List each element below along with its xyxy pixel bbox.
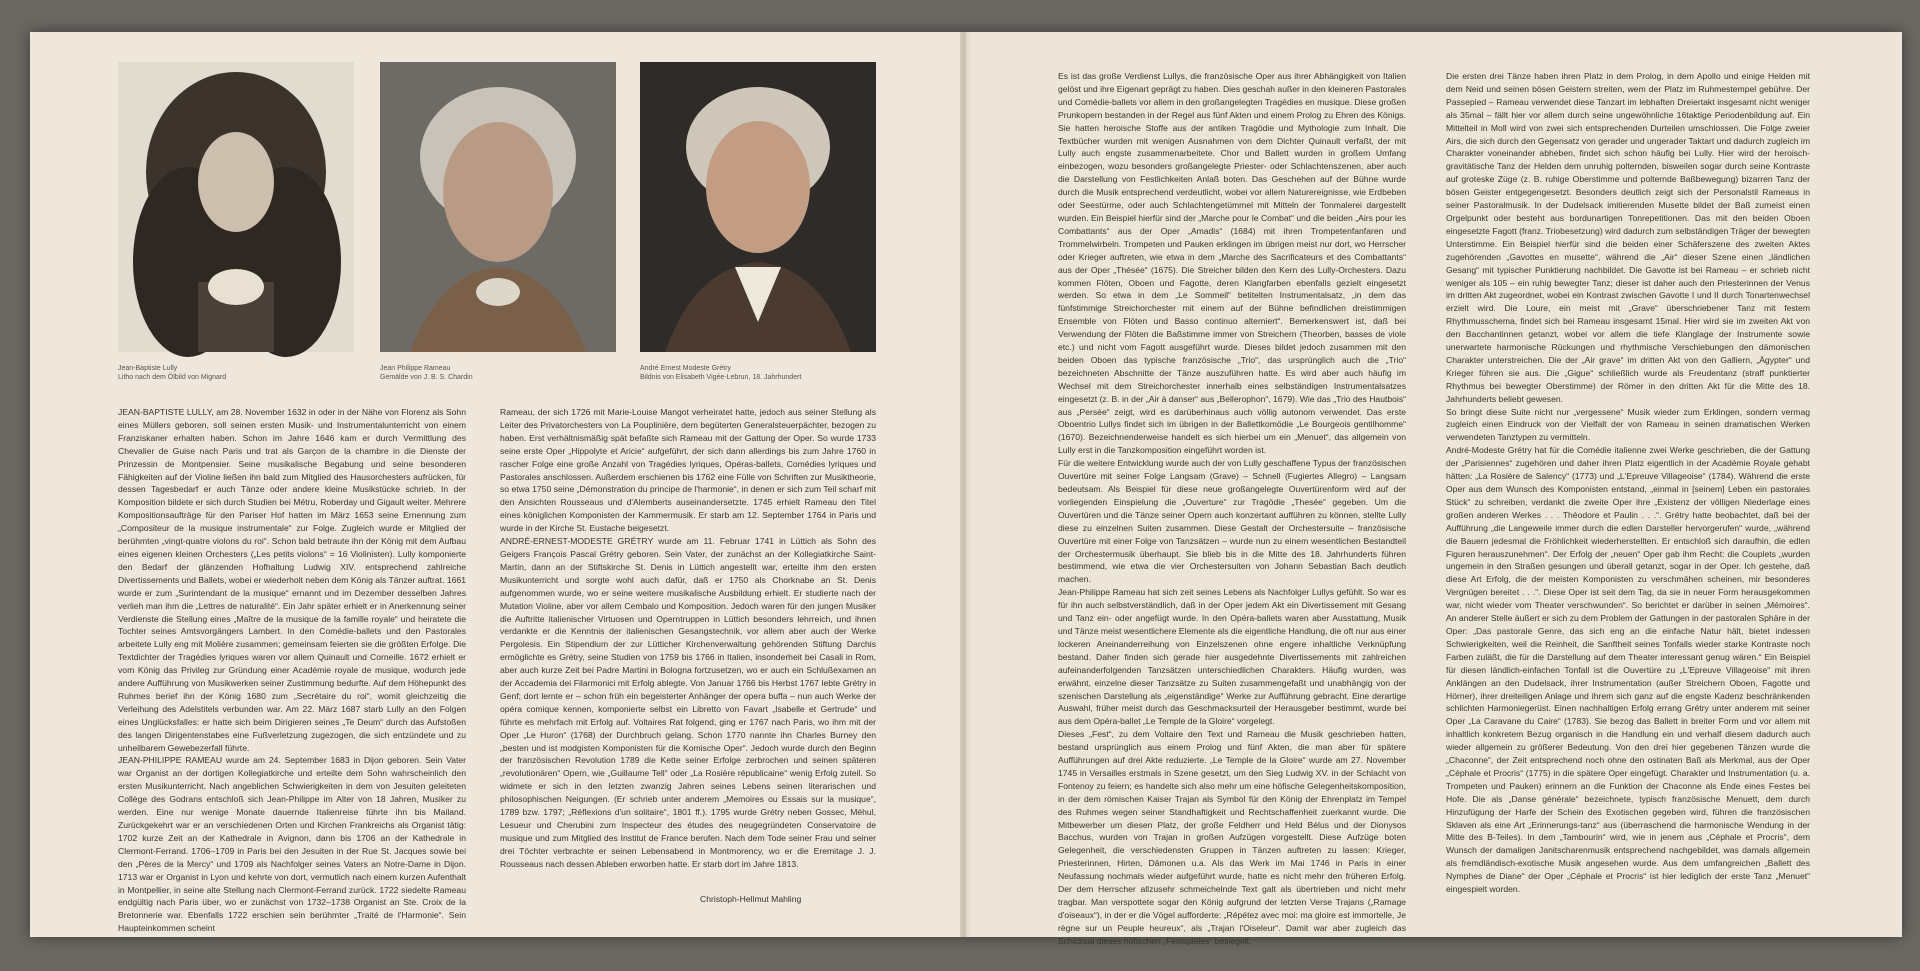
paragraph: Für die weitere Entwicklung wurde auch der von Lully geschaffene Typus der französischen Ouvertüre mit seiner Folge Langsam (Grave) – Schnell (Fugiertes Allegro) – Langsam bedeutsam. Als Beispiel für diese neue großangelegte Ouvertürenform wird auf der vorliegenden Einspielung die „Ouverture“ zur Tragödie „Thesée“ gegeben. Um die Ouvertüren und die Tänze seiner Opern auch konzertant aufführen zu können, stellte Lully diese zu einzelnen Suiten zusammen. Diese Gestalt der Orchestersuite – französische Ouvertüre mit einer Folge von Tanzsätzen – wurde nun zu einem wesentlichen Bestandteil der Orchestermusik überhaupt. Sie blieb bis in die Mitte des 18. Jahrhunderts führen bestimmend, wie etwa die vier Orchestersuiten von Johann Sebastian Bach deutlich machen. xyxy=(1058,458,1406,585)
paragraph: Jean-Philippe Rameau hat sich zeit seines Lebens als Nachfolger Lullys gefühlt. So war es für ihn auch selbstverständlich, daß in der Oper jedem Akt ein Divertissement mit Gesang und Tanz ein- oder angefügt wurde. In den Opéra-ballets waren aber Ausstattung, Musik und Tänze meist wesentlichere Elemente als die eigentliche Handlung, die oft nur aus einer lockeren Aneinanderreihung von Einzelszenen ohne engere inhaltliche Verknüpfung bestand. Daher finden sich gerade hier ausgedehnte Divertissements mit zahlreichen aufeinanderfolgenden Tanzsätzen unterschiedlichen Charakters. Häufig wurden, was erwähnt, einzelne dieser Tanzsätze zu Suiten zusammengefaßt und unabhängig von der szenischen Darstellung als „eigenständige“ Werke zur Aufführung gebracht. Eine derartige Auswahl, früher meist durch das Geschmacksurteil der Herausgeber bestimmt, wurde bei aus dem Opéra-ballet „Le Temple de la Gloire“ vorgelegt. xyxy=(1058,587,1406,727)
portrait-gretry xyxy=(640,62,876,352)
paragraph: Die ersten drei Tänze haben ihren Platz in dem Prolog, in dem Apollo und einige Helden mit dem Neid und seinen bösen Geistern streiten, wem der Platz im Ruhmestempel gebühre. Der Passepied – Rameau verwendet diese Tanzart im lebhaften Dreiertakt insgesamt nicht weniger als 35mal – fällt hier vor allem durch seine ungewöhnliche 16taktige Periodenbildung auf. Ein Mittelteil in Moll wird von zwei sich entsprechenden Durteilen umschlossen. Die Folge zweier Airs, die sich durch den Gegensatz von gerader und ungerader Taktart und dadurch zugleich im Charakter voneinander abheben, findet sich schon häufig bei Lully. Hier wird der heroisch-gravitätische Tanz der Helden dem unruhig polternden, bisweilen sogar durch seine Kontraste auf groteske Züge (z. B. ruhige Oberstimme und polternde Baßbewegung) bizarren Tanz der bösen Geister entgegengesetzt. Besonders deutlich zeigt sich der Personalstil Rameaus in seiner Pastoralmusik. In der Dudelsack imitierenden Musette bildet der Baß zumeist einen Orgelpunkt oder besteht aus bordunartigen Tonrepetitionen. Das mit den beiden Oboen eingesetzte Fagott (franz. Triobesetzung) wird dadurch zum selbständigen Träger der bewegten Unterstimme. Ein Beispiel hierfür sind die beiden einer Schäferszene des zweiten Aktes zugehörenden „Gavottes en musette“, während die „Air“ dieser Szene einen „ländlichen Gesang“ mit typischer Punktierung nachbildet. Die Gavotte ist bei Rameau – er schrieb nicht weniger als 105 – ein ruhig bewegter Tanz; dieser ist daher auch den Priesterinnen der Venus im dritten Akt zugeordnet, wobei ein Kontrast zwischen Gavotte I und II durch Tonartenwechsel erzielt wird. Die Loure, ein meist mit „Grave“ überschriebener Tanz mit festem Rhythmusschema, findet sich bei Rameau insgesamt 15mal. Hier wird sie im zweiten Akt von den Bacchantinnen getanzt, wobei vor allem die tiefe Klanglage der Instrumente sowie unerwartete harmonische Rückungen und rhythmische Verschiebungen den dämonischen Charakter unterstreichen. Die der „Air grave“ im dritten Akt von den Galliern, „Ägypter“ und Krieger führen sie aus. Die „Gigue“ schließlich wurde als Freudentanz (straff punktierter Rhythmus bei bewegter Oberstimme) der Römer in den dritten Akt für die Mitte des 18. Jahrhunderts beliebt gewesen. xyxy=(1446,71,1811,404)
paragraph: So bringt diese Suite nicht nur „vergessene“ Musik wieder zum Erklingen, sondern vermag zugleich einen Eindruck von der Vielfalt der von Rameau in seinen dramatischen Werken verwendeten Tanztypen zu vermitteln. xyxy=(1446,406,1810,443)
caption-credit: Gemälde von J. B. S. Chardin xyxy=(380,374,473,381)
portrait-lully xyxy=(118,62,354,352)
left-page xyxy=(30,32,966,937)
caption-rameau xyxy=(380,364,616,382)
caption-name: André Ernest Modeste Grétry xyxy=(640,365,732,372)
text-column-right-1 xyxy=(1058,70,1406,946)
paragraph: Es ist das große Verdienst Lullys, die französische Oper aus ihrer Abhängigkeit von Italien gelöst und ihre Eigenart geprägt zu haben. Dies geschah außer in den kleineren Pastorales und Comédie-ballets vor allem in den großangelegten Tragédies en musique. Diese großen Prunkopern bestanden in der Regel aus fünf Akten und einem Prolog zu Ehren des Königs. Sie hatten heroische Stoffe aus der antiken Tragödie und Mythologie zum Inhalt. Die Textbücher wurden mit wenigen Ausnahmen von dem Dichter Quinault verfaßt, der mit Lully auch engste zusammenarbeitete. Chor und Ballett wurden in großem Umfang einbezogen, wozu besonders großangelegte Priester- oder Schlachtenszenen, aber auch die Darstellung von Festlichkeiten Anlaß boten. Das Geschehen auf der Bühne wurde durch die Musik entsprechend verdeutlicht, wobei vor allem Naturereignisse, wie Erdbeben oder Seestürme, oder auch Schlachtengetümmel mit Mitteln der Tonmalerei dargestellt wurden. Ein Beispiel hierfür sind der „Marche pour le Combat“ und die beiden „Airs pour les Combattants“ aus der Oper „Amadis“ (1684) mit ihren Trompetenfanfaren und Trommelwirbeln. Trompeten und Pauken erklingen im übrigen meist nur dort, wo Herrscher oder Krieger auftreten, wie etwa in dem „Marche des Sacrificateurs et des Combattants“ aus der Oper „Thésée“ (1675). Die Streicher bilden den Kern des Lully-Orchesters. Dazu kommen Flöten, Oboen und Fagotte, deren Klangfarben ebenfalls gezielt eingesetzt werden. So etwa in dem „Le Sommeil“ betitelten Instrumentalsatz, „in dem das fünfstimmige Streichorchester mit einem auf der Bühne befindlichen dreistimmigen Ensemble von Flöten und Basso continuo alterniert“. Bemerkenswert ist, daß bei Verwendung der Flöten die Baßstimme immer von Streichern (Theorben, basses de viole etc.) und nicht vom Fagott ausgeführt wurde. Dieses bildet jedoch zusammen mit den beiden Oboen das typische französische „Trio“, das ursprünglich auch die „Trio“ bezeichneten Abschnitte der Tänze auszuführen hatte. Es wird aber auch häufig im Wechsel mit dem Streichorchester innerhalb eines selbständigen Instrumentalsatzes eingesetzt (z. B. in der „Air à danser“ aus „Bellerophon“, 1679). Wie das „Trio des Hautbois“ aus „Persée“ zeigt, wird es darüberhinaus auch völlig autonom verwendet. Das erste Oboentrio Lullys findet sich im übrigen in der Ballettkomödie „Le Bourgeois gentilhomme“ (1670). Bezeichnenderweise handelt es sich hierbei um ein „Menuet“, das allgemein von Lully erst in die Tanzkomposition eingeführt worden ist. xyxy=(1058,71,1406,456)
paragraph: André-Modeste Grétry hat für die Comédie italienne zwei Werke geschrieben, die der Gattung der „Parisiennes“ zugehören und daher ihren Platz eigentlich in der Académie Royale gehabt hätten: „La Rosière de Salency“ (1773) und „L'Epreuve Villageoise“ (1784). Während die erste Oper aus dem Wunsch des Komponisten entstand, „einmal in [seinem] Leben ein pastorales Stück“ zu schreiben, verdankt die zweite Oper ihre „Existenz der völligen Niederlage eines großen anderen Werkes . . . Théodore et Paulin . . .“. Grétry hatte beobachtet, daß bei der Aufführung „die Langeweile immer durch die edlen Darsteller hervorgerufen“ wurde, „während die Bauern jedesmal die Fröhlichkeit wiederherstellten. Er entschloß sich daraufhin, die edlen Figuren herauszunehmen“. Der Erfolg der „neuen“ Oper gab ihm Recht: die Couplets „wurden ungemein in den Straßen gesungen und überall getanzt, sogar in der Oper. Ich gestehe, daß diese Art Erfolg, die der meisten Komponisten zu verschmähen scheinen, mir besonderes Vergnügen bereitet . . .“. Diese Oper ist seit dem Tag, da sie in neuer Form herausgekommen war, nicht wieder vom Theater verschwunden“. So berichtet er darüber in seinen „Mémoires“. An anderer Stelle äußert er sich zu dem Problem der Gattungen in der pastoralen Sphäre in der Oper: „Das pastorale Genre, das sich eng an die einfache Natur hält, bietet indessen Schwierigkeiten, weil die Reinheit, die Sanftheit seines Tonfalls wieder starke Kontraste noch Farben zuläßt, die für die Darstellung auf dem Theater interessant genug wären.“ Ein Beispiel für diesen ländlich-einfachen Tonfall ist die Ouvertüre zu „L'Epreuve Villageoise“ mit ihren Anklängen an den Dudelsack, ihrer Instrumentation (außer Streichern Oboen, Fagotte und Hörner), ihrer dreiteiligen Anlage und ihrem sich ganz auf die engste Kadenz beschränkenden schlichten Harmoniegerüst. Einen nachhaltigen Erfolg errang Grétry unter anderem mit seiner Oper „La Caravane du Caire“ (1783). Sie bezog das Ballett in breiter Form und vor allem mit inhaltlich konkretem Bezug organisch in die Handlung ein und verhalf diesem dadurch auch wieder allgemein zu größerer Bedeutung. Von den drei hier gegebenen Tänzen wurde die „Chaconne“, der Zeit entsprechend noch ohne den ostinaten Baß als Merkmal, aus der Oper „Céphale et Procris“ (1775) in die spätere Oper eingefügt. Charakter und Instrumentation (u. a. Trompeten und Pauken) erinnern an die Funktion der Chaconne als Ende eines Festes bei Hofe. Die als „Danse générale“ bezeichnete, typisch französische Menuett, dem durch Hinzufügung der Harfe der Schein des Exotischen gegeben wird, führen die französischen Sklaven als eine Art „Erinnerungs-tanz“ aus (überraschend die harmonische Wendung in der Mitte des B-Teiles). In dem „Tambourin“ wird, wie in jenem aus „Céphale et Procris“, dem Wunsch der damaligen Janitscharenmusik entsprechend nachgebildet, was damals allgemein als fremdländisch-exotische Musik angesehen wurde. Aus dem umfangreichen „Ballett des Nymphes de Diane“ der Oper „Céphale et Procris“ ist hier lediglich der erste Tanz „Menuet“ eingespielt worden. xyxy=(1446,445,1811,895)
text-column-left-2 xyxy=(500,406,876,911)
caption-credit: Bildnis von Elisabeth Vigée-Lebrun, 18. Jahrhundert xyxy=(640,374,802,381)
paragraph: ANDRÉ-ERNEST-MODESTE GRÉTRY wurde am 11. Februar 1741 in Lüttich als Sohn des Geigers François Pascal Grétry geboren. Sein Vater, der zunächst an der Kollegiatkirche Saint-Martin, dann an der Stiftskirche St. Denis in Lüttich angestellt war, erteilte ihm den ersten Musikunterricht und sorgte wohl auch dafür, daß er 1750 als Chorknabe an St. Denis aufgenommen wurde, wo er seine weitere musikalische Ausbildung erhielt. Er studierte nach der Mutation Violine, aber vor allem Cembalo und Komposition. Jedoch waren für den jungen Musiker die Auftritte italienischer Virtuosen und Operntruppen in Lüttich besonders lehrreich, und ihnen verdankte er die Kenntnis der italienischen Gesangstechnik, vor allem aber auch der Werke Pergolesis. Ein Stipendium der zur Lütticher Kirchenverwaltung gehörenden Stiftung Darchis ermöglichte es Grétry, seine Studien von 1759 bis 1766 in Italien, insonderheit bei Casali in Rom, aber auch kurze Zeit bei Padre Martini in Bologna fortzusetzen, wo er auch ein Schlußexamen an der Accademia dei Filarmonici mit Erfolg ablegte. Von Januar 1766 bis Herbst 1767 lebte Grétry in Genf; dort lernte er – schon früh ein begeisterter Anhänger der opera buffa – nun auch Werke der opéra comique kennen, komponierte selbst ein Libretto von Favart „Isabelle et Gertrude“ und führte es mehrfach mit Erfolg auf. Voltaires Rat folgend, ging er 1767 nach Paris, wo ihm mit der Oper „Le Huron“ (1768) der Durchbruch gelang. Schon 1770 nannte ihn Charles Burney den „besten und ist modgisten Komponisten für die Komische Oper“. Jedoch wurde durch den Beginn der französischen Revolution 1789 die Kette seiner Erfolge zerbrochen und seinen späteren „revolutionären“ Opern, wie „Guillaume Tell“ oder „La Rosière républicaine“ wenig Erfolg zuteil. So widmete er sich in den letzten zwanzig Jahren seines Lebens seinen literarischen und philosophischen Neigungen. (Er schrieb unter anderem „Memoires ou Essais sur la musique“, 1789 bzw. 1797; „Réflexions d'un solitaire“, 1801 ff.). 1795 wurde Grétry neben Gossec, Méhul, Lesueur und Cherubini zum Inspecteur des études des neugegründeten Conservatoire de musique und zum Mitglied des Institut de France berufen. Nach dem Tode seiner Frau und seiner drei Töchter verbrachte er seinen Lebensabend in Montmorency, wo er die Eremitage J. J. Rousseaus nach dessen Ableben erworben hatte. Er starb dort im Jahre 1813. xyxy=(500,536,876,869)
right-page xyxy=(966,32,1902,946)
paragraph: JEAN-PHILIPPE RAMEAU wurde am 24. September 1683 in Dijon geboren. Sein Vater war Organist an der dortigen Kollegiatkirche und erteilte dem Sohn wahrscheinlich den ersten Musikunterricht. Nach angeblichen Schwierigkeiten in dem von Jesuiten geleiteten Collège des Godrans entschloß sich Jean-Philippe im Alter von 18 Jahren, Musiker zu werden. Eine nur wenige Monate dauernde Italienreise führte ihn bis Mailand. Zurückgekehrt war er an verschiedenen Orten und Kirchen Frankreichs als Organist tätig: 1702 kurze Zeit an der Kathedrale in Avignon, dann bis 1706 an der Kathedrale in Clermont-Ferrand. 1706–1709 in Paris bei den Jesuiten in der Rue St. Jacques sowie bei den „Pères de la Mercy“ und 1709 als Nachfolger seines Vaters an Notre-Dame in Dijon. 1713 war er Organist in Lyon und kehrte von dort, vermutlich nach einem kurzen Aufenthalt in Montpellier, in seine alte Stellung nach Clermont-Ferrand zurück. 1722 siedelte Rameau endgültig nach Paris über, wo er zunächst von 1732–1738 Organist an Ste. Croix de la Bretonnerie war. Ebenfalls 1722 erschien sein berühmter „Traité de l'Harmonie“. Sein Haupteinkommen scheint xyxy=(118,755,466,934)
caption-name: Jean-Baptiste Lully xyxy=(118,365,178,372)
paragraph: Rameau, der sich 1726 mit Marie-Louise Mangot verheiratet hatte, jedoch aus seiner Stellung als Leiter des Privatorchesters von La Pouplinière, dem begüterten Generalsteuerpächter, bezogen zu haben. Erst verhältnismäßig spät befaßte sich Rameau mit der Gattung der Oper. So wurde 1733 seine erste Oper „Hippolyte et Aricie“ aufgeführt, der sich dann allerdings bis zum Jahre 1760 in rascher Folge eine große Anzahl von Tragédies lyriques, Opéras-ballets, Comédies lyriques und Pastorales anschlossen. Außerdem erschienen bis 1762 eine Fülle von Schriften zur Musiktheorie, so etwa 1750 seine „Démonstration du principe de l'harmonie“, in denen er sich zum Teil scharf mit den Ansichten Rousseaus und d'Alemberts auseinandersetzte. 1745 erhielt Rameau den Titel eines königlichen Komponisten der Kammermusik. Er starb am 12. September 1764 in Paris und wurde in der Kirche St. Eustache beigesetzt. xyxy=(500,407,876,534)
caption-lully xyxy=(118,364,354,382)
author-signature: Christoph-Hellmut Mahling xyxy=(700,894,802,904)
text-column-right-2 xyxy=(1446,70,1810,928)
album-spread xyxy=(30,32,1902,946)
caption-gretry xyxy=(640,364,876,382)
paragraph: Dieses „Fest“, zu dem Voltaire den Text und Rameau die Musik geschrieben hatten, bestand ursprünglich aus einem Prolog und fünf Akten, die man aber für spätere Aufführungen auf drei Akte reduzierte. „Le Temple de la Gloire“ wurde am 27. November 1745 in Versailles erstmals in Szene gesetzt, um den Sieg Ludwig XV. in der Schlacht von Fontenoy zu feiern; es handelte sich also mehr um eine höfische Gelegenheitskomposition, in der dem römischen Kaiser Trajan als Symbol für den König der Ehrenplatz im Tempel des Ruhmes wegen seiner Standhaftigkeit und Rechtschaffenheit zuerkannt wurde. Die Mitbewerber um diesen Platz, der große Feldherr und Held Bélus und der Dionysos Bacchus, wurden von Trajan in großen Aufzügen vorgestellt. Diese Aufzüge boten Gelegenheit, die verschiedensten Gruppen in Tänzen auftreten zu lassen: Krieger, Priesterinnen, Hirten, Dämonen u.a. Als das Werk im Mai 1746 in Paris in einer Neufassung nochmals wieder aufgeführt wurde, hatte es nicht mehr den früheren Erfolg. Der dem Herrscher allzusehr schmeichelnde Text galt als übertrieben und nicht mehr tragbar. Man verspottete sogar den König aufgrund der letzten Verse Trajans („Ramage d'oiseaux“), in der er die Vögel aufforderte: „Répétez avec moi: ma gloire est immortelle, Je règne sur un Peuple heureux“, als „Trajan l'Oiseleur“. Damit war aber zugleich das Schicksal dieses höfischen „Festspieles“ besiegelt. xyxy=(1058,729,1406,946)
paragraph: JEAN-BAPTISTE LULLY, am 28. November 1632 in oder in der Nähe von Florenz als Sohn eines Müllers geboren, soll seinen ersten Musik- und Instrumentalunterricht von einem Franziskaner erhalten haben. Schon im Jahre 1646 kam er durch Vermittlung des Chevalier de Guise nach Paris und trat als Garçon de la chambre in die Dienste der Prinzessin de Montpensier. Seine musikalische Begabung und seine besonderen Fähigkeiten auf der Violine ließen ihn bald zum Mitglied des Hausorchesters aufrücken, für dessen Tagesbedarf er auch Tänze oder andere kleine Musikstücke schrieb. In der Komposition bildete er sich durch Studien bei Métru, Roberday und Gigault weiter. Mehrere Kompositionsaufträge für den Pariser Hof hatten im März 1653 seine Ernennung zum „Compositeur de la musique instrumentale“ zur Folge. Zugleich wurde er Mitglied der berühmten „vingt-quatre violons du roi“. Schon bald betraute ihn der König mit dem Aufbau eines eigenen kleinen Orchesters („Les petits violons“ = 16 Violinisten). Lully komponierte den Bedarf der glänzenden Hofhaltung Ludwig XIV. entsprechend zahlreiche Divertissements und Ballets, wobei er wiederholt neben dem König als Tänzer auftrat. 1661 wurde er zum „Surintendant de la musique“ ernannt und im Dezember desselben Jahres verlieh man ihm die „Lettres de naturalité“. Ein Jahr später erhielt er in Anerkennung seiner Verdienste die Stellung eines „Maître de la musique de la famille royale“ und heiratete die Tochter seines Amtsvorgängers Lambert. In den Comédie-ballets und den Pastorales arbeitete Lully eng mit Molière zusammen; gemeinsam feierten sie die größten Erfolge. Die Textdichter der Tragédies lyriques waren vor allem Quinault und Corneille. 1672 erhielt er vom König das Privileg zur Gründung einer Académie royale de musique, wodurch jede andere Aufführung von Musikwerken seiner Zustimmung bedurfte. Auf dem Höhepunkt des Ruhmes berief ihn der König 1680 zum „Secrétaire du roi“, womit gleichzeitig die Verleihung des Adelstitels verbunden war. Am 22. März 1687 starb Lully an den Folgen eines Unglücksfalles: er hatte sich beim Dirigieren seines „Te Deum“ durch das Aufstoßen des langen Dirigentenstabes eine Fußverletzung zugezogen, die sich entzündete und zu unheilbarem Gewebezerfall führte. xyxy=(118,407,466,753)
spine-fold xyxy=(960,32,972,937)
portrait-rameau xyxy=(380,62,616,352)
caption-credit: Litho nach dem Ölbild von Mignard xyxy=(118,374,227,381)
text-column-left-1 xyxy=(118,406,466,934)
caption-name: Jean Philippe Rameau xyxy=(380,365,451,372)
